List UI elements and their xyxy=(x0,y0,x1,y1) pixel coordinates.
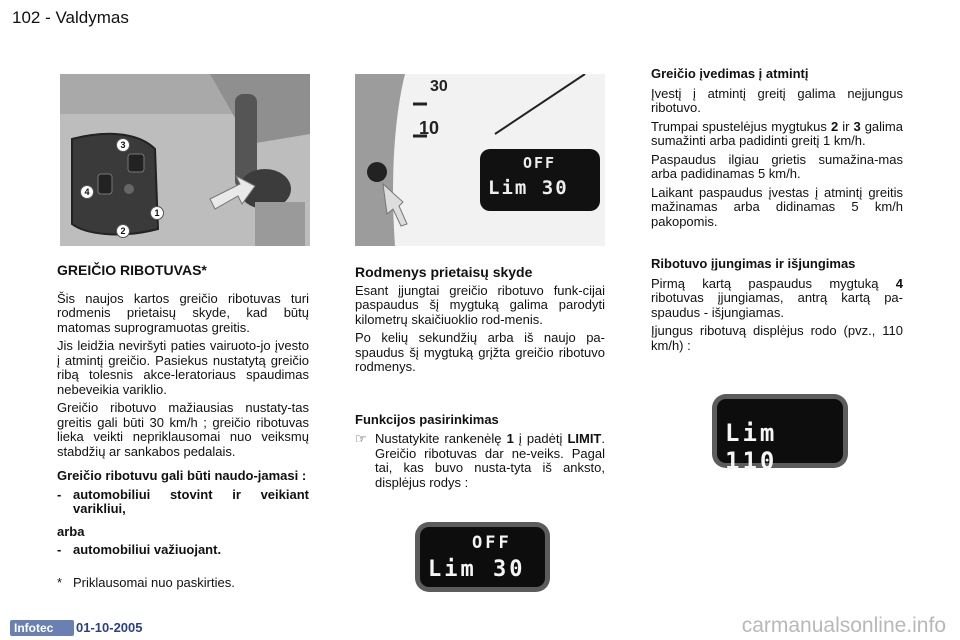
paragraph: Paspaudus ilgiau grietis sumažina-mas arba padidinamas 5 km/h. xyxy=(651,151,903,181)
middle-column xyxy=(355,265,605,494)
bold-paragraph: Greičio ribotuvu gali būti naudo-jamasi : xyxy=(57,468,307,483)
list-item xyxy=(57,543,309,558)
paragraph: Įjungus ribotuvą displėjus rodo (pvz., 110 km/h) : xyxy=(651,323,903,353)
page-title: 102 - Valdymas xyxy=(12,8,129,27)
cluster-label-30: 30 xyxy=(430,78,448,95)
paragraph: Trumpai spustelėjus mygtukus 2 ir 3 galima sumažinti arba padidinti greitį 1 km/h. xyxy=(651,118,903,148)
pointing-hand-icon: ☞ xyxy=(355,431,367,446)
list-item xyxy=(355,432,605,490)
paragraph: Esant įjungtai greičio ribotuvo funk-cijai paspaudus šį mygtuką galima parodyti kilometrų skaičiuoklio rod-menis. xyxy=(355,282,605,327)
paragraph: Jis leidžia neviršyti paties vairuoto-jo įvesto į atmintį greičio. Pasiekus nustatytą greičio ribą tolesnis akce-leratoriaus spaudimas nebeveikia variklio. xyxy=(57,338,309,397)
footer-date: 01-10-2005 xyxy=(76,620,143,635)
or-label: arba xyxy=(57,523,85,539)
callout-2: 2 xyxy=(116,224,130,238)
cruise-stalk-photo xyxy=(60,74,310,246)
cluster-lcd-line1: OFF xyxy=(523,154,557,172)
infotec-logo: Infotec xyxy=(10,620,74,636)
cluster-illustration xyxy=(355,74,605,246)
left-column xyxy=(57,263,309,594)
instrument-cluster-photo xyxy=(355,74,605,246)
paragraph: Po kelių sekundžių arba iš naujo pa-spaudus šį mygtuką grįžta greičio ribotuvo rodmenys. xyxy=(355,330,605,374)
paragraph: Greičio ribotuvo mažiausias nustaty-tas greitis gali būti 30 km/h ; greičio ribotuvas lieka veikti nepriklausomai nuo veiksmų stabdžių ar sankabos pedalais. xyxy=(57,400,309,459)
section-heading-speed-limiter: GREIČIO RIBOTUVAS* xyxy=(57,262,207,278)
cluster-lcd-line2: Lim 30 xyxy=(488,177,569,199)
cluster-label-10: 10 xyxy=(419,118,440,138)
list-item xyxy=(57,488,309,517)
dash-marker: - xyxy=(57,486,62,502)
section-subheading-function: Funkcijos pasirinkimas xyxy=(355,411,499,427)
paragraph: Įvestį į atmintį greitį galima neįjungus ribotuvo. xyxy=(651,85,903,115)
callout-3: 3 xyxy=(116,138,130,152)
footnote-mark: * xyxy=(57,574,63,590)
lcd-line-off: OFF xyxy=(472,533,512,553)
callout-4: 4 xyxy=(80,185,94,199)
lcd-display-off xyxy=(415,522,550,592)
section-heading-display: Rodmenys prietaisų skyde xyxy=(355,264,533,280)
cruise-stalk-illustration xyxy=(60,74,310,246)
paragraph: Laikant paspaudus įvestas į atmintį greitis mažinamas arba didinamas 5 km/h pakopomis. xyxy=(651,184,903,229)
lcd-line-limit-110: Lim 110 xyxy=(725,419,778,475)
list-item-text: Nustatykite rankenėlę 1 į padėtį LIMIT. Greičio ribotuvas dar ne-veiks. Pagal tai, kas buvo nusta-tyta iš anksto, displėjus rodys : xyxy=(375,431,605,490)
section-heading-on-off: Ribotuvo įjungimas ir išjungimas xyxy=(651,256,856,271)
lcd-display-110 xyxy=(712,394,848,475)
right-column xyxy=(651,67,903,357)
dash-marker: - xyxy=(57,542,62,557)
list-item-text: automobiliui stovint ir veikiant varikliui, xyxy=(73,486,309,516)
callout-1: 1 xyxy=(150,206,164,220)
footnote-text: Priklausomai nuo paskirties. xyxy=(73,574,235,590)
lcd-line-limit: Lim 30 xyxy=(428,557,526,582)
paragraph: Pirmą kartą paspaudus mygtuką 4 ribotuvas įjungiamas, antrą kartą pa-spaudus - išjungiamas. xyxy=(651,275,903,320)
list-item-text: automobiliui važiuojant. xyxy=(73,542,222,557)
footnote xyxy=(57,576,309,591)
watermark-site: carmanualsonline.info xyxy=(741,614,946,637)
paragraph: Šis naujos kartos greičio ribotuvas turi rodmenis prietaisų skyde, kad būtų matomas suprogramuotas greitis. xyxy=(57,290,309,335)
section-heading-memory: Greičio įvedimas į atmintį xyxy=(651,66,809,81)
